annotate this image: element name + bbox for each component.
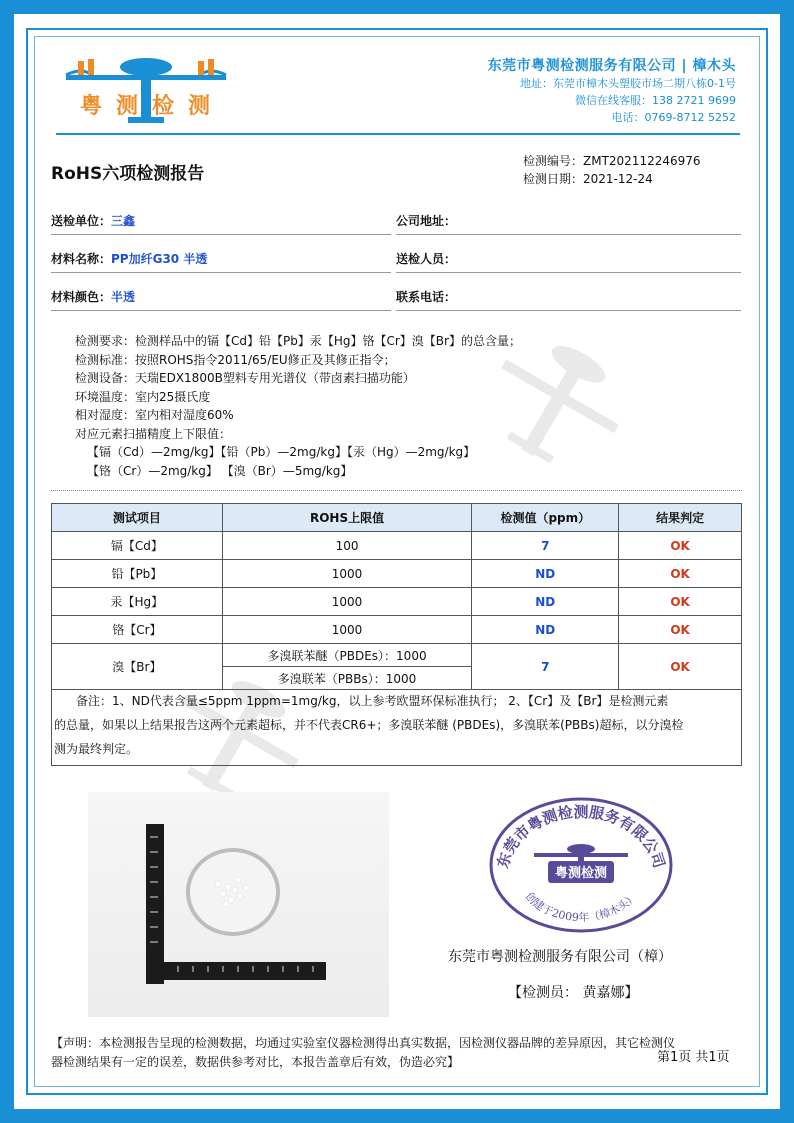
sample-photo — [88, 792, 389, 1017]
table-row-br — [52, 644, 742, 667]
note-line: 备注：1、ND代表含量≤5ppm 1ppm=1mg/kg，以上参考欧盟环保标准执行； 2、【Cr】及【Br】是检测元素 — [76, 694, 669, 708]
note-line: 的总量，如果以上结果报告这两个元素超标，并不代表CR6+；多溴联苯醚 (PBDEs)，多溴联苯(PBBs)超标，以分溴检 — [54, 718, 684, 732]
cell-result: OK — [619, 588, 742, 616]
address-label: 公司地址： — [396, 214, 457, 228]
material-label: 材料名称： — [51, 252, 112, 266]
header-item: 测试项目 — [52, 504, 223, 532]
company-seal — [486, 795, 676, 935]
cell-limit: 1000 — [222, 588, 472, 616]
cell-item: 铬【Cr】 — [52, 616, 223, 644]
declaration-line: 器检测结果有一定的误差，数据供参考对比，本报告盖章后有效，伪造必究】 — [51, 1055, 460, 1069]
sample-ruler-and-dish-icon — [88, 792, 389, 1017]
cell-item: 溴【Br】 — [52, 644, 223, 690]
seal-ring-text: 东莞市粤测检测服务有限公司 — [493, 802, 669, 871]
signoff-inspector: 【检测员： 黄嘉娜】 — [508, 985, 639, 1001]
cell-item: 汞【Hg】 — [52, 588, 223, 616]
company-wechat: 微信在线客服：138 2721 9699 — [575, 94, 736, 107]
declaration — [51, 1034, 745, 1072]
client-label: 送检单位： — [51, 214, 112, 228]
req-line: 相对湿度：室内相对湿度60% — [75, 408, 234, 422]
header-value: 检测值（ppm） — [472, 504, 619, 532]
req-line: 环境温度：室内25摄氏度 — [75, 389, 211, 404]
company-logo — [62, 55, 230, 125]
req-line: 检测设备：天瑞EDX1800B塑料专用光谱仪（带卤素扫描功能） — [75, 371, 415, 385]
info-row-color — [51, 288, 741, 312]
header-result: 结果判定 — [619, 504, 742, 532]
cell-limit: 1000 — [222, 560, 472, 588]
cell-value: ND — [472, 560, 619, 588]
seal-bottom-text: 创建于2009年（樟木头） — [522, 889, 640, 925]
report-title: RoHS六项检测报告 — [51, 164, 205, 184]
table-row — [52, 588, 742, 616]
table-note — [51, 689, 742, 766]
sender-label: 送检人员： — [396, 252, 457, 266]
company-name: 东莞市粤测检测服务有限公司 | 樟木头 — [487, 58, 736, 74]
cell-limit: 1000 — [222, 616, 472, 644]
cell-limit: 100 — [222, 532, 472, 560]
table-row — [52, 532, 742, 560]
req-line: 检测要求：检测样品中的镉【Cd】铅【Pb】汞【Hg】铬【Cr】溴【Br】的总含量； — [75, 334, 521, 348]
test-requirements — [75, 332, 521, 480]
req-line: 对应元素扫描精度上下限值： — [75, 426, 232, 441]
material-value: PP加纤G30 半透 — [111, 252, 208, 266]
cell-value: ND — [472, 616, 619, 644]
header-limit: ROHS上限值 — [222, 504, 472, 532]
client-value: 三鑫 — [111, 214, 136, 228]
report-number: 检测编号：ZMT202112246976 — [523, 154, 701, 168]
results-table — [51, 503, 742, 690]
cell-limit: 多溴联苯（PBBs）：1000 — [222, 667, 472, 690]
company-phone: 电话：0769-8712 5252 — [611, 111, 736, 124]
cell-result: OK — [619, 560, 742, 588]
company-address: 地址：东莞市樟木头塑胶市场二期八栋0-1号 — [520, 77, 736, 90]
report-date: 检测日期：2021-12-24 — [523, 172, 653, 186]
note-line: 测为最终判定。 — [54, 742, 139, 756]
logo-text: 粤测检测 — [80, 94, 225, 119]
table-row — [52, 616, 742, 644]
req-line: 检测标准：按照ROHS指令2011/65/EU修正及其修正指令； — [75, 352, 396, 367]
header-divider — [56, 133, 740, 135]
report-meta — [523, 152, 701, 188]
cell-item: 镉【Cd】 — [52, 532, 223, 560]
svg-text:创建于2009年（樟木头） — [523, 889, 640, 924]
contact-label: 联系电话： — [396, 290, 457, 304]
seal-center-text: 粤测检测 — [554, 866, 608, 881]
declaration-line: 【声明：本检测报告呈现的检测数据，均通过实验室仪器检测得出真实数据，因检测仪器品牌的差异原因，其它检测仪 — [51, 1036, 676, 1050]
cell-result: OK — [619, 644, 742, 690]
info-row-material — [51, 250, 741, 274]
cell-value: 7 — [472, 644, 619, 690]
info-row-client — [51, 212, 741, 236]
section-divider — [51, 490, 742, 491]
cell-value: ND — [472, 588, 619, 616]
cell-result: OK — [619, 532, 742, 560]
cell-item: 铅【Pb】 — [52, 560, 223, 588]
page-number: 第1页 共1页 — [657, 1050, 730, 1065]
cell-value: 7 — [472, 532, 619, 560]
table-row — [52, 560, 742, 588]
req-line: 【铬（Cr）—2mg/kg】 【溴（Br）—5mg/kg】 — [87, 463, 353, 478]
cell-result: OK — [619, 616, 742, 644]
table-header-row — [52, 504, 742, 532]
company-header — [488, 55, 736, 126]
color-value: 半透 — [111, 290, 136, 304]
cell-limit: 多溴联苯醚（PBDEs）：1000 — [222, 644, 472, 667]
req-line: 【镉（Cd）—2mg/kg】【铅（Pb）—2mg/kg】【汞（Hg）—2mg/kg】 — [87, 445, 476, 459]
color-label: 材料颜色： — [51, 290, 112, 304]
signoff-company: 东莞市粤测检测服务有限公司（樟） — [448, 949, 672, 965]
